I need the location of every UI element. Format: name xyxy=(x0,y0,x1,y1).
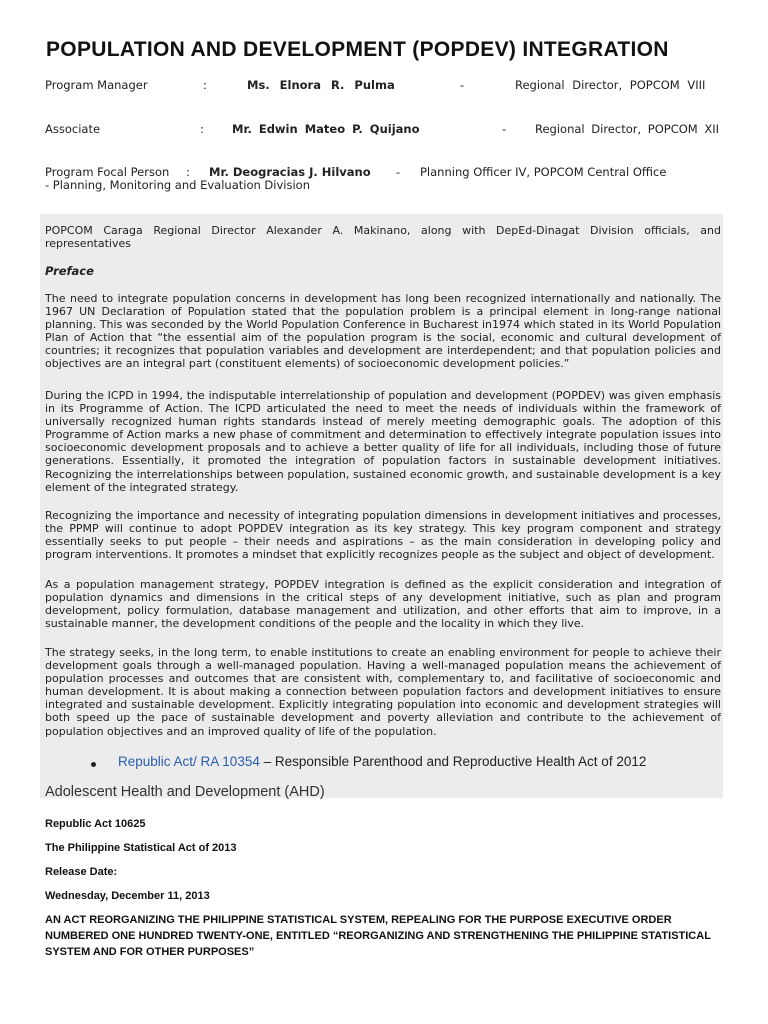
focal-person-name: Mr. Deogracias J. Hilvano xyxy=(209,165,371,179)
preface-heading: Preface xyxy=(45,264,94,278)
focal-person-colon: : xyxy=(186,165,190,179)
ra-description: AN ACT REORGANIZING THE PHILIPPINE STATISTICAL SYSTEM, REPEALING FOR THE PURPOSE EXECUTIVE ORDER NUMBERED ONE HUNDRED TWENTY-ONE, ENTITLED “REORGANIZING AND STRENGTHENING THE PHILIPPINE STATISTICAL SYSTEM AND FOR OTHER PURPOSES” xyxy=(45,914,711,958)
program-manager-dash: - xyxy=(460,78,465,92)
bullet-icon xyxy=(91,762,96,767)
ra-10354-item xyxy=(118,754,768,769)
release-date-value: Wednesday, December 11, 2013 xyxy=(45,890,210,902)
associate-dash: - xyxy=(502,122,507,136)
ahd-heading: Adolescent Health and Development (AHD) xyxy=(45,784,325,800)
ra-number: Republic Act 10625 xyxy=(45,818,146,830)
program-manager-name: Ms. Elnora R. Pulma xyxy=(247,78,395,92)
focal-person-dash: - xyxy=(396,165,401,179)
paragraph-1: The need to integrate population concerns in development has long been recognized internationally and nationally. The 1967 UN Declaration of Population stated that the population problem is a principal element in long-range national planning. This was seconded by the World Population Conference in Bucharest in1974 which stated in its World Population Plan of Action that “the essential aim of the population program is the social, economic and cultural development of countries; it recognizes that population variables and development are interdependent; and that population policies and objectives are an integral part (constituent elements) of socioeconomic development policies.” xyxy=(45,292,721,371)
program-manager-label: Program Manager xyxy=(45,78,148,92)
paragraph-4: As a population management strategy, POPDEV integration is defined as the explicit consideration and integration of population dynamics and dimensions in the critical steps of any development initiative, such as plan and program development, policy formulation, database management and utilization, and other efforts that aim to improve, in a sustainable manner, the development conditions of the people and the locality in which they live. xyxy=(45,578,721,631)
ra-10354-link[interactable]: Republic Act/ RA 10354 xyxy=(118,754,260,769)
paragraph-5: The strategy seeks, in the long term, to enable institutions to create an enabling environment for people to achieve their development goals through a well-managed population. Having a well-managed population means the achievement of population processes and outcomes that are consistent with, complementary to, and facilitative of socioeconomic and human development. It is about making a connection between population factors and development initiatives to ensure integrated and sustainable development. Explicitly integrating population into economic and development strategies will both speed up the pace of sustainable development and poverty alleviation and contribute to the achievement of population objectives and an improved quality of life of the population. xyxy=(45,646,721,738)
associate-colon: : xyxy=(200,122,204,136)
release-date-label: Release Date: xyxy=(45,866,118,878)
ra-10354-title: – Responsible Parenthood and Reproductive Health Act of 2012 xyxy=(259,754,647,769)
associate-label: Associate xyxy=(45,122,101,136)
ra-title: The Philippine Statistical Act of 2013 xyxy=(45,842,237,854)
paragraph-3: Recognizing the importance and necessity of integrating population dimensions in development initiatives and processes, the PPMP will continue to adopt POPDEV integration as its key strategy. This key program component and strategy essentially seeks to put people – their needs and aspirations – as the main consideration in developing policy and program interventions. It promotes a mindset that explicitly recognizes people as the subject and object of development. xyxy=(45,509,721,562)
focal-person-position: Planning Officer IV, POPCOM Central Office xyxy=(420,165,667,179)
photo-caption: POPCOM Caraga Regional Director Alexander A. Makinano, along with DepEd-Dinagat Division officials, and representatives xyxy=(45,224,721,250)
focal-person-label: Program Focal Person xyxy=(45,165,170,179)
program-manager-position: Regional Director, POPCOM VIII xyxy=(515,78,706,92)
focal-person-division: - Planning, Monitoring and Evaluation Division xyxy=(45,178,310,192)
program-manager-colon: : xyxy=(203,78,207,92)
paragraph-2: During the ICPD in 1994, the indisputable interrelationship of population and development (POPDEV) was given emphasis in its Programme of Action. The ICPD articulated the need to meet the needs of individuals within the framework of universally recognized human rights standards instead of merely meeting demographic goals. The adoption of this Programme of Action marks a new phase of commitment and determination to effectively integrate population issues into socioeconomic development proposals and to achieve a better quality of life for all individuals, including those of future generations. Essentially, it promoted the integration of population factors in sustainable development initiatives. Recognizing the interrelationships between population, sustained economic growth, and sustainable development is a key element of the integrated strategy. xyxy=(45,389,721,494)
page-title: POPULATION AND DEVELOPMENT (POPDEV) INTEGRATION xyxy=(46,38,669,61)
associate-position: Regional Director, POPCOM XII xyxy=(535,122,720,136)
associate-name: Mr. Edwin Mateo P. Quijano xyxy=(232,122,420,136)
